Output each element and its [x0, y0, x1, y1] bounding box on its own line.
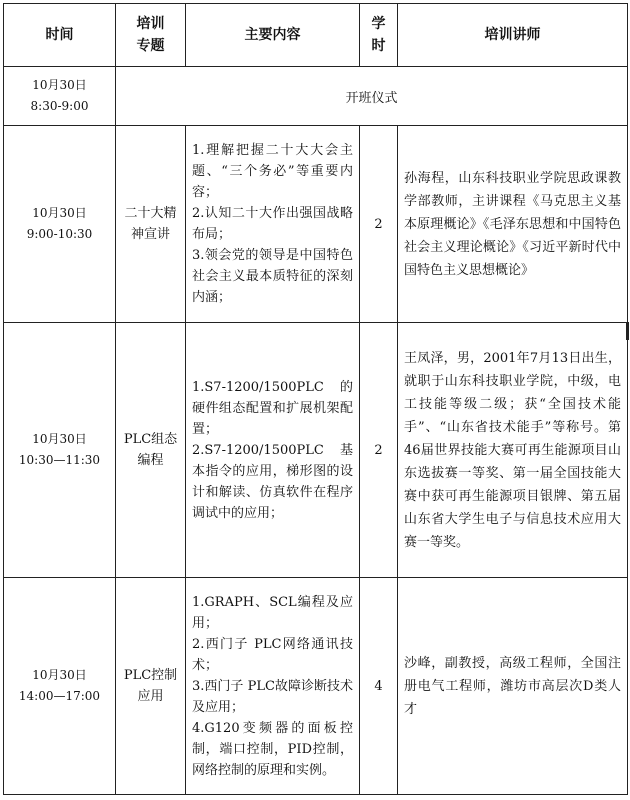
content-item: 1.GRAPH、SCL编程及应用； [192, 594, 353, 631]
header-hours: 学时 [360, 4, 398, 67]
content-item: 2.S7-1200/1500PLC 基本指令的应用，梯形图的设计和解读、仿真软件在程序调试中的应用； [192, 442, 353, 521]
table-row [4, 67, 628, 126]
topic-cell: PLC控制应用 [116, 578, 186, 795]
content-item: 1.S7-1200/1500PLC 的硬件组态配置和扩展机架配置； [192, 379, 353, 437]
date-text: 10月30日 [32, 432, 87, 446]
time-cell [4, 323, 116, 578]
header-time: 时间 [4, 4, 116, 67]
table-row [4, 578, 628, 795]
header-teacher: 培训讲师 [398, 4, 628, 67]
topic-cell: 二十大精神宣讲 [116, 126, 186, 323]
header-row [4, 4, 628, 67]
time-cell [4, 126, 116, 323]
time-range-text: 10:30—11:30 [18, 453, 101, 467]
time-range-text: 14:00—17:00 [18, 689, 101, 703]
hours-cell: 4 [360, 578, 398, 795]
hours-cell: 2 [360, 323, 398, 578]
header-topic: 培训专题 [116, 4, 186, 67]
page-edge-mark [626, 322, 629, 340]
content-cell [186, 126, 360, 323]
time-cell [4, 578, 116, 795]
content-cell [186, 578, 360, 795]
training-schedule-table [3, 3, 628, 795]
content-item: 1.理解把握二十大大会主题、“三个务必”等重要内容； [192, 143, 353, 200]
date-text: 10月30日 [32, 78, 87, 92]
content-cell [186, 323, 360, 578]
content-item: 2.认知二十大作出强国战略布局； [192, 206, 353, 242]
teacher-cell: 孙海程，山东科技职业学院思政课教学部教师，主讲课程《马克思主义基本原理概论》《毛泽东思想和中国特色社会主义理论概论》《习近平新时代中国特色主义思想概论》 [398, 126, 628, 323]
table-row [4, 323, 628, 578]
date-text: 10月30日 [32, 206, 87, 220]
table-row [4, 126, 628, 323]
content-item: 3.西门子 PLC故障诊断技术及应用； [192, 678, 353, 715]
content-item: 2.西门子 PLC网络通讯技术； [192, 636, 353, 673]
time-cell [4, 67, 116, 126]
teacher-cell: 沙峰，副教授，高级工程师，全国注册电气工程师，潍坊市高层次D类人才 [398, 578, 628, 795]
date-text: 10月30日 [32, 668, 87, 682]
header-content: 主要内容 [186, 4, 360, 67]
opening-ceremony-cell: 开班仪式 [116, 67, 628, 126]
content-item: 4.G120变频器的面板控制，端口控制，PID控制，网络控制的原理和实例。 [192, 720, 353, 778]
time-range-text: 8:30-9:00 [30, 99, 89, 113]
time-range-text: 9:00-10:30 [26, 227, 93, 241]
topic-cell: PLC组态编程 [116, 323, 186, 578]
content-item: 3.领会党的领导是中国特色社会主义最本质特征的深刻内涵； [192, 248, 353, 305]
hours-cell: 2 [360, 126, 398, 323]
teacher-cell: 王凤泽，男，2001年7月13日出生，就职于山东科技职业学院，中级，电工技能等级二级；获“全国技术能手”、“山东省技术能手”等称号。第46届世界技能大赛可再生能源项目山东选拔赛一等奖、第一届全国技能大赛中获可再生能源项目银牌、第五届山东省大学生电子与信息技术应用大赛一等奖。 [398, 323, 628, 578]
